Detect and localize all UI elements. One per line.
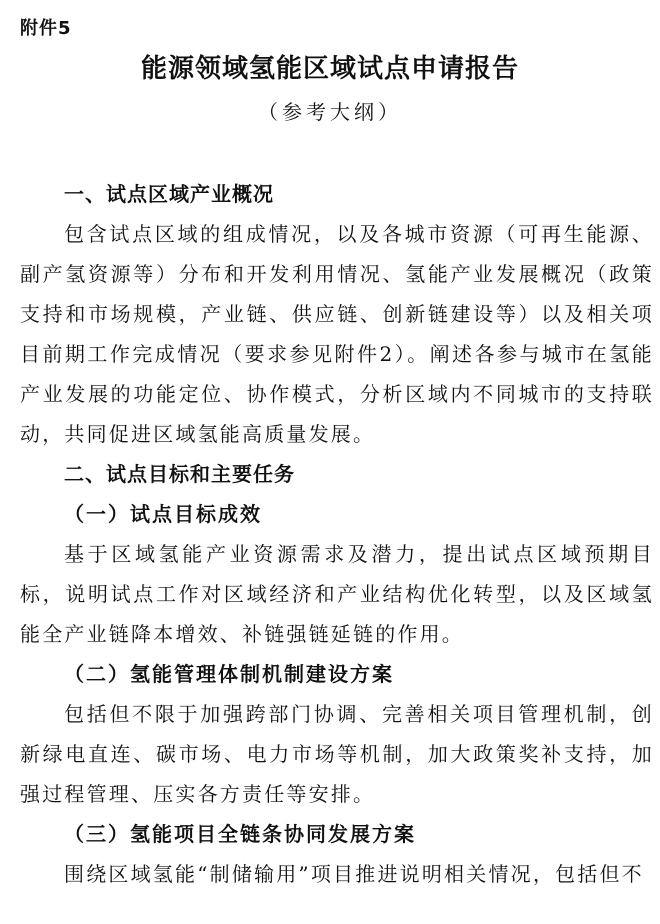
section-paragraph-1: 包含试点区域的组成情况，以及各城市资源（可再生能源、副产氢资源等）分布和开发利用情况、氢能产业发展概况（政策支持和市场规模，产业链、供应链、创新链建设等）以及相关项目前期工作完成情况（要求参见附件2）。阐述各参与城市在氢能产业发展的功能定位、协作模式，分析区域内不同城市的支持联动，共同促进区域氢能高质量发展。 [20,222,654,446]
document-body [20,174,654,894]
document-title: 能源领域氢能区域试点申请报告 [140,54,519,84]
subsection-paragraph-1: 基于区域氢能产业资源需求及潜力，提出试点区域预期目标，说明试点工作对区域经济和产业结构优化转型，以及区域氢能全产业链降本增效、补链强链延链的作用。 [20,542,654,646]
subsection-paragraph-3: 围绕区域氢能“制储输用”项目推进说明相关情况，包括但不 [64,862,644,886]
document-subtitle: （参考大纲） [258,100,402,124]
section-heading-2: 二、试点目标和主要任务 [64,462,295,486]
attachment-label: 附件5 [20,18,72,39]
subsection-paragraph-2: 包括但不限于加强跨部门协调、完善相关项目管理机制，创新绿电直连、碳市场、电力市场等机制，加大政策奖补支持，加强过程管理、压实各方责任等安排。 [20,702,654,806]
subsection-heading-2: （二）氢能管理体制机制建设方案 [64,662,394,686]
subsection-heading-3: （三）氢能项目全链条协同发展方案 [64,822,416,846]
section-heading-1: 一、试点区域产业概况 [64,182,274,206]
subsection-heading-1: （一）试点目标成效 [64,502,262,526]
